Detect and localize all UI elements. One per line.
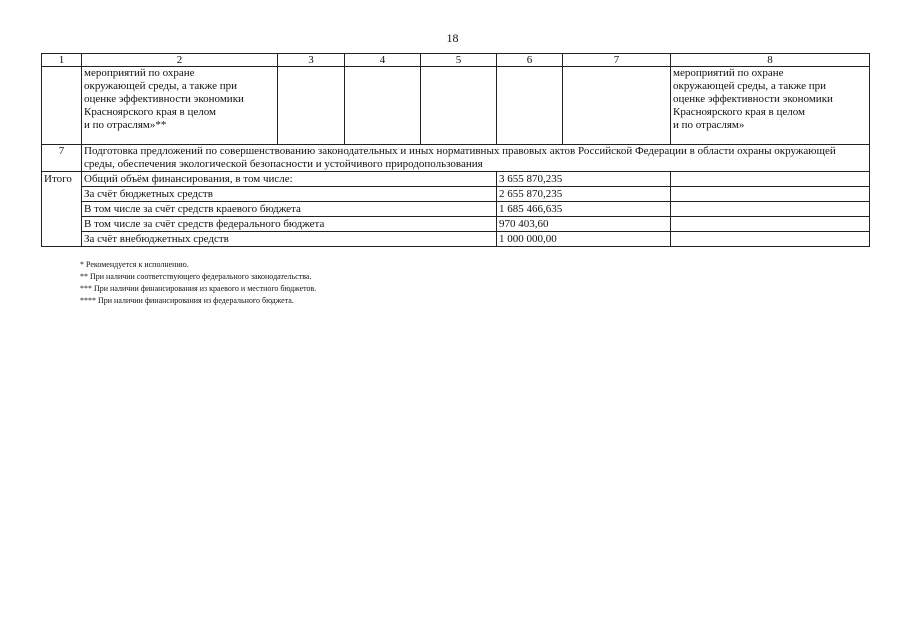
totals-amount: 2 655 870,235 bbox=[497, 187, 671, 202]
footnote: *** При наличии финансирования из краевого и местного бюджетов. bbox=[80, 284, 317, 293]
column-number-row bbox=[42, 54, 870, 67]
continued-row bbox=[42, 67, 870, 145]
footnote: **** При наличии финансирования из федерального бюджета. bbox=[80, 296, 294, 305]
continued-row-col7 bbox=[563, 67, 671, 145]
row-measure-text: Подготовка предложений по совершенствованию законодательных и иных нормативных правовых актов Российской Федерации в области охраны окружающей среды, обеспечения экологической безопасности и устойчивого природопользования bbox=[82, 145, 870, 172]
table-row bbox=[42, 145, 870, 172]
column-number-5: 5 bbox=[421, 54, 497, 67]
continued-row-result-text: мероприятий по охране окружающей среды, а также при оценке эффективности экономики Красноярского края в целом и по отраслям» bbox=[671, 67, 870, 145]
row-number: 7 bbox=[42, 145, 82, 172]
column-number-4: 4 bbox=[345, 54, 421, 67]
page-number: 18 bbox=[446, 31, 459, 45]
totals-row bbox=[42, 217, 870, 232]
totals-empty-cell bbox=[671, 187, 870, 202]
column-number-2: 2 bbox=[82, 54, 278, 67]
totals-amount: 1 000 000,00 bbox=[497, 232, 671, 247]
totals-amount: 1 685 466,635 bbox=[497, 202, 671, 217]
totals-label: Итого bbox=[42, 172, 82, 247]
footnote: * Рекомендуется к исполнению. bbox=[80, 260, 189, 269]
continued-row-number bbox=[42, 67, 82, 145]
totals-description: За счёт бюджетных средств bbox=[82, 187, 497, 202]
totals-row bbox=[42, 172, 870, 187]
continued-row-measure-text: мероприятий по охране окружающей среды, а также при оценке эффективности экономики Красноярского края в целом и по отраслям»** bbox=[82, 67, 278, 145]
column-number-8: 8 bbox=[671, 54, 870, 67]
totals-empty-cell bbox=[671, 217, 870, 232]
column-number-3: 3 bbox=[278, 54, 345, 67]
totals-description: За счёт внебюджетных средств bbox=[82, 232, 497, 247]
footnote: ** При наличии соответствующего федерального законодательства. bbox=[80, 272, 312, 281]
totals-description: В том числе за счёт средств федерального бюджета bbox=[82, 217, 497, 232]
totals-description: В том числе за счёт средств краевого бюджета bbox=[82, 202, 497, 217]
totals-empty-cell bbox=[671, 232, 870, 247]
totals-amount: 970 403,60 bbox=[497, 217, 671, 232]
continued-row-col6 bbox=[497, 67, 563, 145]
footnotes bbox=[80, 259, 316, 307]
measures-table bbox=[41, 53, 870, 247]
totals-empty-cell bbox=[671, 202, 870, 217]
totals-row bbox=[42, 202, 870, 217]
totals-empty-cell bbox=[671, 172, 870, 187]
totals-row bbox=[42, 187, 870, 202]
column-number-6: 6 bbox=[497, 54, 563, 67]
continued-row-col5 bbox=[421, 67, 497, 145]
totals-description: Общий объём финансирования, в том числе: bbox=[82, 172, 497, 187]
column-number-7: 7 bbox=[563, 54, 671, 67]
totals-row bbox=[42, 232, 870, 247]
continued-row-col4 bbox=[345, 67, 421, 145]
continued-row-col3 bbox=[278, 67, 345, 145]
totals-amount: 3 655 870,235 bbox=[497, 172, 671, 187]
column-number-1: 1 bbox=[42, 54, 82, 67]
